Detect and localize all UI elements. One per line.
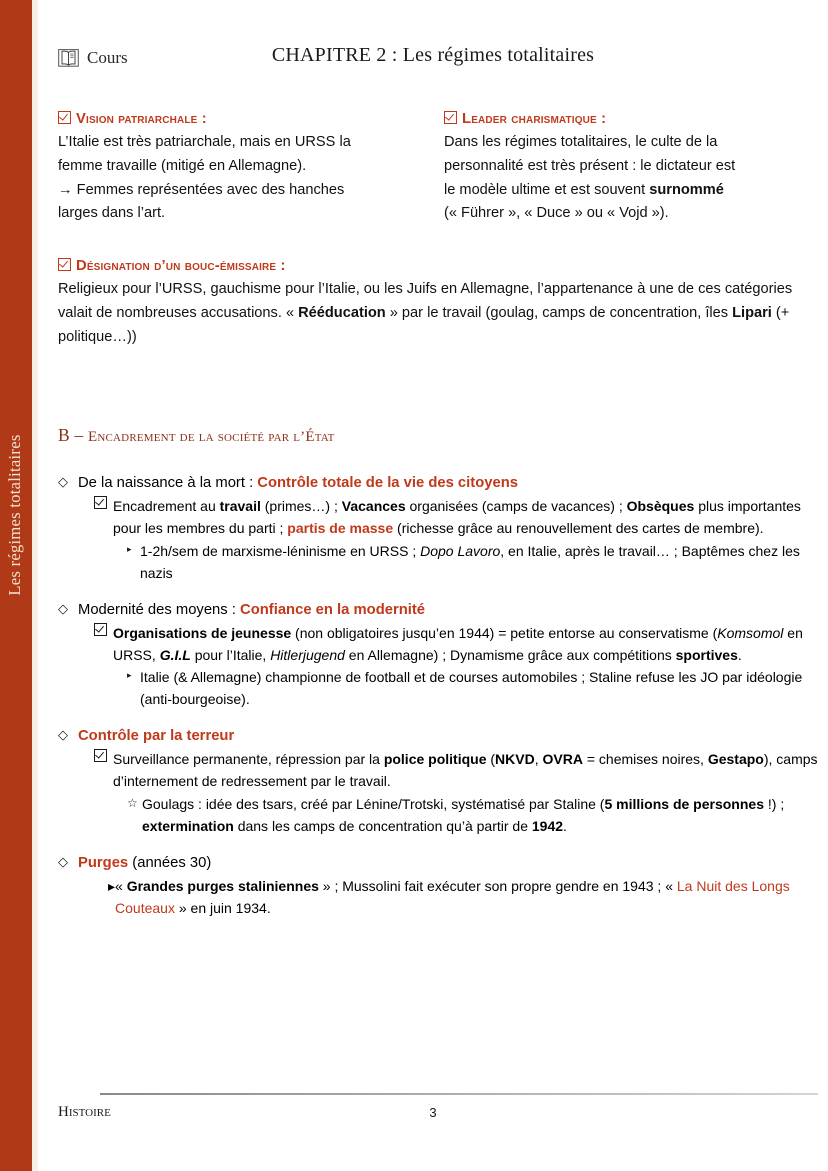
text-run: » en juin 1934. xyxy=(174,899,271,916)
outline-item-3-text: Contrôle par la terreur xyxy=(78,728,235,744)
text-run: (richesse grâce au renouvellement des cartes de membre). xyxy=(393,520,764,537)
text-line: femme travaille (mitigé en Allemagne). xyxy=(58,158,307,175)
header-doc-label: Cours xyxy=(87,48,128,67)
checkbox-icon xyxy=(58,258,71,271)
text-run: (non obligatoires jusqu’en 1944) = petite entorse au conservatisme ( xyxy=(291,624,718,641)
section-prefix: B – xyxy=(58,425,88,445)
text-italic: Hitlerjugend xyxy=(270,646,345,663)
text-run: (primes…) ; xyxy=(260,498,342,515)
text-emphasis: NKVD xyxy=(495,751,535,768)
sidebar-rail xyxy=(0,0,32,1171)
text-emphasis: 1942 xyxy=(531,817,564,834)
section-title: Encadrement de la société par l’État xyxy=(87,429,335,445)
subheading-vision-patriarchale xyxy=(58,110,398,128)
outline-item-2-sub-1-text xyxy=(113,623,818,711)
text-italic: G.I.L xyxy=(159,646,191,663)
text-run: Encadrement au xyxy=(113,498,220,515)
checkbox-icon xyxy=(94,749,107,762)
text-emphasis: sportives xyxy=(675,646,738,663)
outline-item-3 xyxy=(58,725,818,747)
outline-item-1-text xyxy=(78,472,518,494)
outline-item-2-sub-2 xyxy=(127,667,818,711)
outline-item-2 xyxy=(58,599,818,621)
text-run: dans les camps de concentration qu’à partir de xyxy=(233,817,532,834)
diamond-bullet-icon: ◇ xyxy=(58,727,68,742)
text-line: L’Italie est très patriarchale, mais en URSS la xyxy=(58,134,351,151)
document-page xyxy=(38,0,828,1171)
text-run: » par le travail (goulag, camps de concentration, îles xyxy=(385,305,733,322)
checkbox-icon xyxy=(94,496,107,509)
subheading-label: Leader charismatique : xyxy=(462,111,607,127)
text-line: Dans les régimes totalitaires, le culte de la xyxy=(444,134,718,151)
text-emphasis: Vacances xyxy=(341,498,406,515)
outline-item-1 xyxy=(58,472,818,494)
text-line: le modèle ultime et est souvent xyxy=(444,181,650,198)
sidebar-rotated-title: Les régimes totalitaires xyxy=(5,434,24,596)
text-run: organisées (camps de vacances) ; xyxy=(405,498,627,515)
outline-item-1-sub-2 xyxy=(127,541,818,585)
triangle-bullet-icon: ▸ xyxy=(127,670,132,681)
text-emphasis: surnommé xyxy=(649,181,724,198)
text-italic: Komsomol xyxy=(717,624,784,641)
outline-item-2-sub-1 xyxy=(94,623,818,711)
checkbox-icon xyxy=(94,623,107,636)
text-line: personnalité est très présent : le dictateur est xyxy=(444,158,736,175)
paragraph-vision-patriarchale xyxy=(58,131,398,226)
text-highlight: La Nuit des Longs Couteaux xyxy=(115,877,790,916)
text-run: = chemises noires, xyxy=(582,751,708,768)
text-emphasis: Organisations de jeunesse xyxy=(113,624,292,641)
text-emphasis: Obsèques xyxy=(626,498,695,515)
diamond-bullet-icon: ◇ xyxy=(58,474,68,489)
text-run: , xyxy=(534,751,543,768)
page-title: CHAPITRE 2 : Les régimes totalitaires xyxy=(271,44,595,66)
text-run: ), camps d’internement de redressement par le travail. xyxy=(113,751,818,790)
text-emphasis: Gestapo xyxy=(707,751,764,768)
footer-page-number: 3 xyxy=(429,1105,437,1120)
page-footer xyxy=(38,1100,828,1130)
text-emphasis: extermination xyxy=(142,817,234,834)
triangle-bullet-icon: ▸ xyxy=(127,543,132,554)
outline-item-1-sub-2-text xyxy=(140,541,818,585)
subheading-bouc-emissaire xyxy=(58,257,804,275)
text-run: , en Italie, après le travail… ; Baptêmes chez les nazis xyxy=(140,542,800,581)
text-run: Modernité des moyens : xyxy=(78,601,241,618)
footer-subject: Histoire xyxy=(58,1104,111,1120)
page-header xyxy=(38,44,828,86)
text-italic: Dopo Lavoro xyxy=(420,542,501,559)
text-run: . xyxy=(737,646,742,663)
outline-item-3-sub-1 xyxy=(94,749,818,837)
text-run: 1-2h/sem de marxisme-léninisme en URSS ; xyxy=(140,542,421,559)
outline-item-1-sub-1-text xyxy=(113,496,818,584)
diamond-bullet-icon: ◇ xyxy=(58,853,68,869)
subheading-label: Vision patriarchale : xyxy=(76,111,207,127)
checkbox-icon xyxy=(444,111,457,124)
text-emphasis: Grandes purges staliniennes xyxy=(126,877,319,894)
text-run: . xyxy=(563,817,567,834)
checkbox-icon xyxy=(58,111,71,124)
text-line: → Femmes représentées avec des hanches xyxy=(58,181,345,198)
text-emphasis: OVRA xyxy=(542,751,583,768)
outline-item-4-text xyxy=(78,852,211,874)
text-emphasis: Rééducation xyxy=(298,305,386,322)
text-run: ( xyxy=(486,751,496,768)
text-run: « xyxy=(115,877,127,894)
text-line: (« Führer », « Duce » ou « Vojd »). xyxy=(444,205,669,222)
outline-list xyxy=(58,472,818,919)
text-run: en Allemagne) ; Dynamisme grâce aux compétitions xyxy=(344,646,676,663)
outline-item-3-sub-2 xyxy=(127,794,818,838)
text-emphasis: 5 millions de personnes xyxy=(604,795,764,812)
star-bullet-icon: ☆ xyxy=(127,795,138,810)
section-heading-b xyxy=(58,425,798,446)
outline-item-4-sub-1 xyxy=(108,876,818,920)
subheading-label: Désignation d’un bouc-émissaire : xyxy=(76,258,286,274)
text-run: en URSS, xyxy=(113,624,803,663)
text-run: Goulags : idée des tsars, créé par Lénine/Trotski, systématisé par Staline ( xyxy=(142,795,605,812)
text-line: larges dans l’art. xyxy=(58,205,166,222)
column-left xyxy=(58,110,398,226)
outline-item-2-text xyxy=(78,599,425,621)
text-emphasis: police politique xyxy=(383,751,487,768)
outline-item-1-sub-1 xyxy=(94,496,818,584)
outline-item-2-sub-2-text: Italie (& Allemagne) championne de football et de courses automobiles ; Staline refuse les JO par idéologie (anti-bourgeoise). xyxy=(140,669,803,708)
outline-item-4-sub-1-text xyxy=(115,876,818,920)
text-run: Religieux pour l’URSS, gauchisme pour l’Italie, ou les Juifs en Allemagne, l’appartenance à une de ces catégories valait de nombreuses accusations. « xyxy=(58,281,793,322)
paragraph-leader-charismatique xyxy=(444,131,784,226)
text-run: Surveillance permanente, répression par la xyxy=(113,751,384,768)
block-bouc-emissaire xyxy=(58,257,804,349)
text-run: pour l’Italie, xyxy=(190,646,271,663)
footer-divider xyxy=(100,1093,818,1095)
paragraph-bouc-emissaire xyxy=(58,278,804,349)
text-highlight: Contrôle totale de la vie des citoyens xyxy=(257,475,518,491)
text-run: » ; Mussolini fait exécuter son propre gendre en 1943 ; « xyxy=(318,877,677,894)
two-column-region xyxy=(58,110,818,226)
text-highlight: Purges xyxy=(78,854,129,871)
text-highlight: partis de masse xyxy=(287,520,394,537)
text-run: (années 30) xyxy=(128,854,212,871)
column-right xyxy=(444,110,784,226)
text-run: (+ politique…)) xyxy=(58,305,790,345)
triangle-bullet-icon: ▸ xyxy=(108,877,116,894)
text-run: !) ; xyxy=(763,795,785,812)
text-emphasis: travail xyxy=(219,498,261,515)
text-emphasis: Lipari xyxy=(732,305,772,322)
outline-item-4 xyxy=(58,852,818,874)
text-highlight: Confiance en la modernité xyxy=(240,601,426,618)
outline-item-3-sub-2-text xyxy=(142,794,818,838)
diamond-bullet-icon: ◇ xyxy=(58,600,68,616)
text-run: plus importantes pour les membres du parti ; xyxy=(113,498,801,537)
text-run: De la naissance à la mort : xyxy=(78,475,258,491)
subheading-leader-charismatique xyxy=(444,110,784,128)
outline-item-3-sub-1-text xyxy=(113,749,818,837)
